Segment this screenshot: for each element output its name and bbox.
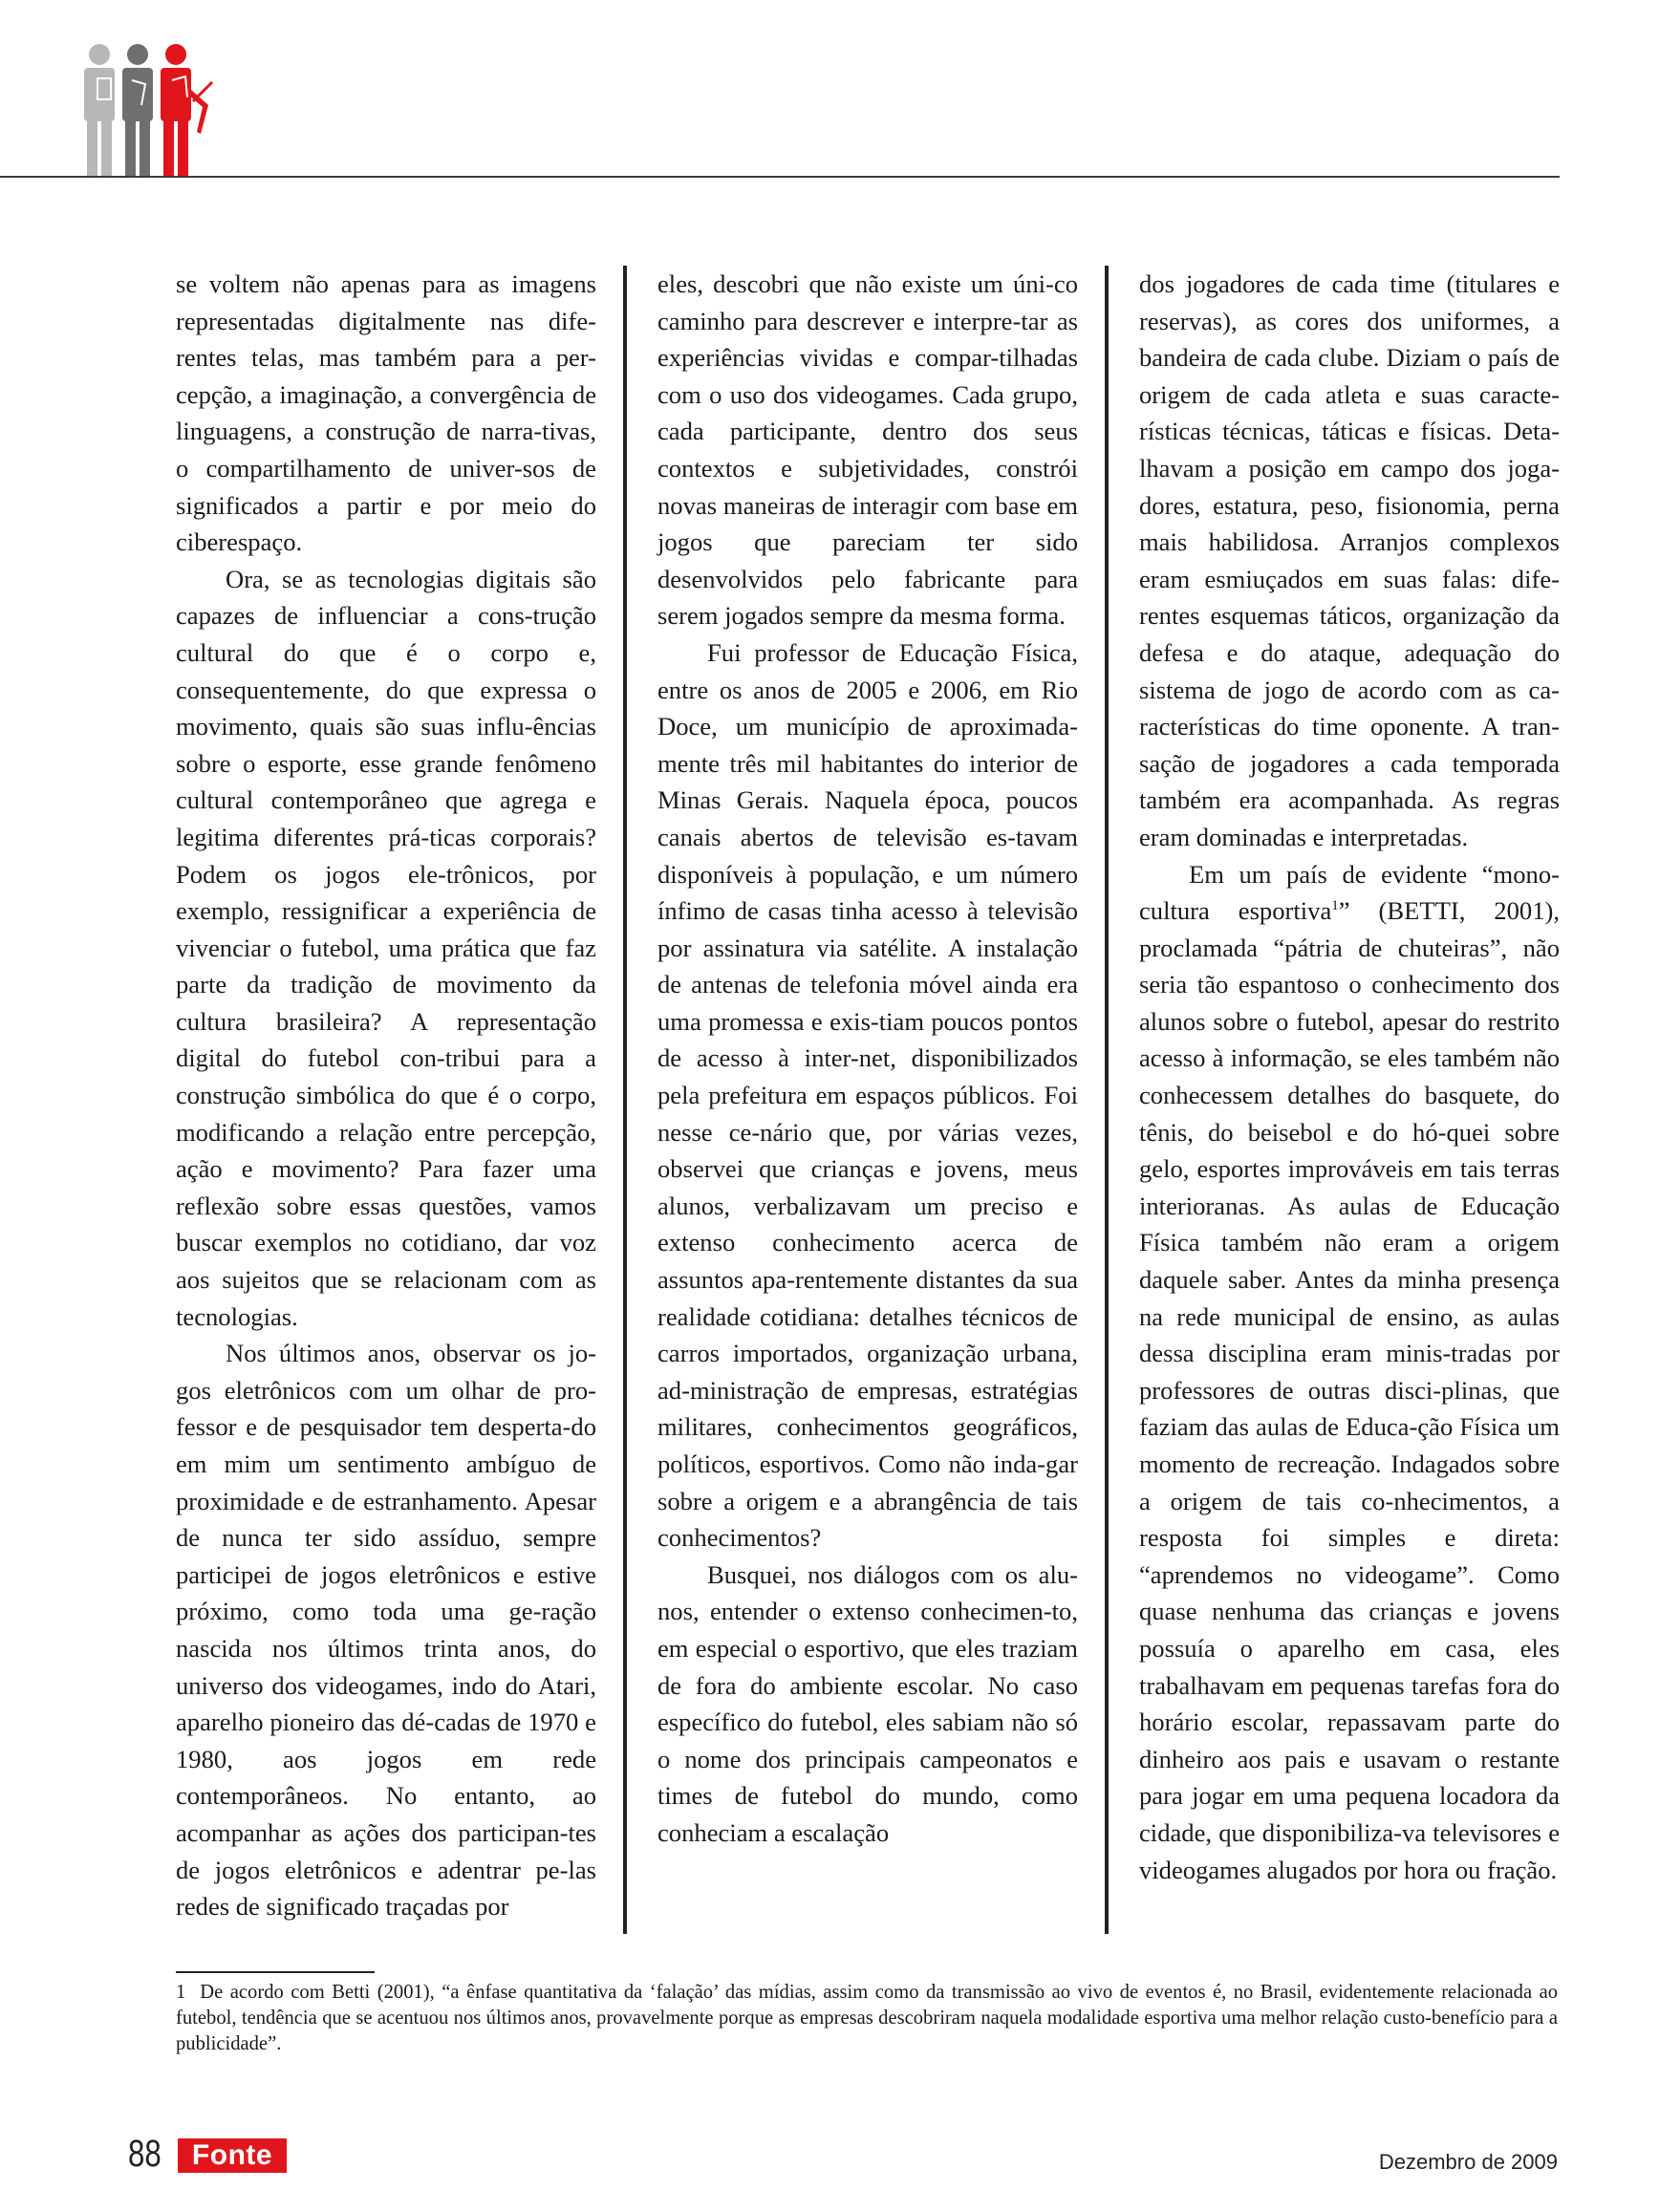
- footnote-text: De acordo com Betti (2001), “a ênfase quantitativa da ‘falação’ das mídias, assim como da transmissão ao vivo de eventos é, no Brasil, evidentemente relacionada ao futebol, tendência que se acentuou nos últimos anos, provavelmente porque as empresas descobriram naquela modalidade esportiva uma melhor relação custo-benefício para a publicidade”.: [176, 1982, 1559, 2054]
- footnote: [176, 1980, 1558, 2057]
- header-rule: [0, 176, 1560, 178]
- paragraph: [1139, 856, 1560, 1889]
- footnote-reference[interactable]: 1: [1331, 898, 1339, 914]
- paragraph: Ora, se as tecnologias digitais são capazes de influenciar a cons-trução cultural do que é o corpo e, consequentemente, do que expressa o movimento, quais são suas influ-ências sobre o esporte, esse grande fenômeno cultural contemporâneo que agrega e legitima diferentes prá-ticas corporais? Podem os jogos ele-trônicos, por exemplo, ressignificar a experiência de vivenciar o futebol, uma prática que faz parte da tradição de movimento da cultura brasileira? A representação digital do futebol con-tribui para a construção simbólica do que é o corpo, modificando a relação entre percepção, ação e movimento? Para fazer uma reflexão sobre essas questões, vamos buscar exemplos no cotidiano, dar voz aos sujeitos que se relacionam com as tecnologias.: [176, 564, 596, 1331]
- footnote-number: 1: [176, 1982, 186, 2003]
- paragraph: Fui professor de Educação Física, entre os anos de 2005 e 2006, em Rio Doce, um município de aproximada-mente três mil habitantes do interior de Minas Gerais. Naquela época, poucos canais abertos de televisão es-tavam disponíveis à população, e um número ínfimo de casas tinha acesso à televisão por assinatura via satélite. A instalação de antenas de telefonia móvel ainda era uma promessa e exis-tiam poucos pontos de acesso à inter-net, disponibilizados pela prefeitura em espaços públicos. Foi nesse ce-nário que, por várias vezes, observei que crianças e jovens, meus alunos, verbalizavam um preciso e extenso conhecimento acerca de assuntos apa-rentemente distantes da sua realidade cotidiana: detalhes técnicos de carros importados, organização urbana, ad-ministração de empresas, estratégias militares, conhecimentos geográficos, políticos, esportivos. Como não inda-gar sobre a origem e a abrangência de tais conhecimentos?: [657, 637, 1078, 1553]
- paragraph-rest: ” (BETTI, 2001), proclamada “pátria de chuteiras”, não seria tão espantoso o conhecimento dos alunos sobre o futebol, apesar do restrito acesso à informação, se eles também não conhecessem detalhes do basquete, do tênis, do beisebol e do hó-quei sobre gelo, esportes improváveis em tais terras interioranas. As aulas de Educação Física também não eram a origem daquele saber. Antes da minha presença na rede municipal de ensino, as aulas dessa disciplina eram minis-tradas por professores de outras disci-plinas, que faziam das aulas de Educa-ção Física um momento de recreação. Indagados sobre a origem de tais co-nhecimentos, a resposta foi simples e direta: “aprendemos no videogame”. Como quase nenhuma das crianças e jovens possuía o aparelho em casa, eles trabalhavam em pequenas tarefas fora do horário escolar, repassavam parte do dinheiro aos pais e usavam o restante para jogar em uma pequena locadora da cidade, que disponibiliza-va televisores e videogames alugados por hora ou fração.: [1139, 896, 1560, 1884]
- column-divider: [1105, 266, 1109, 1934]
- paragraph: se voltem não apenas para as imagens representadas digitalmente nas dife-rentes telas, mas também para a per-cepção, a imaginação, a convergência de linguagens, a construção de narra-tivas, o compartilhamento de univer-sos de significados a partir e por meio do ciberespaço.: [176, 269, 596, 557]
- text-column-1: [176, 266, 596, 1925]
- publication-logo: Fonte: [178, 2138, 287, 2173]
- paragraph: Nos últimos anos, observar os jo-gos eletrônicos com um olhar de pro-fessor e de pesquisador tem desperta-do em mim um sentimento ambíguo de proximidade e de estranhamento. Apesar de nunca ter sido assíduo, sempre participei de jogos eletrônicos e estive próximo, como toda uma ge-ração nascida nos últimos trinta anos, do universo dos videogames, indo do Atari, aparelho pioneiro das dé-cadas de 1970 e 1980, aos jogos em rede contemporâneos. No entanto, ao acompanhar as ações dos participan-tes de jogos eletrônicos e adentrar pe-las redes de significado traçadas por: [176, 1339, 596, 1922]
- three-people-icon: [78, 42, 222, 178]
- text-column-2: [657, 266, 1078, 1852]
- paragraph: dos jogadores de cada time (titulares e reservas), as cores dos uniformes, a bandeira de cada clube. Diziam o país de origem de cada atleta e suas caracte-rísticas técnicas, táticas e físicas. Deta-lhavam a posição em campo dos joga-dores, estatura, peso, fisionomia, perna mais habilidosa. Arranjos complexos eram esmiuçados em suas falas: dife-rentes esquemas táticos, organização da defesa e do ataque, adequação do sistema de jogo de acordo com as ca-racterísticas do time oponente. A tran-sação de jogadores a cada temporada também era acompanhada. As regras eram dominadas e interpretadas.: [1139, 269, 1560, 851]
- footnote-rule: [176, 1971, 375, 1973]
- page-number: 88: [128, 2133, 162, 2175]
- issue-date: Dezembro de 2009: [1378, 2150, 1558, 2174]
- paragraph-start: Em um país de evidente “mono-cultura esportiva: [1139, 859, 1560, 926]
- paragraph: Busquei, nos diálogos com os alu-nos, entender o extenso conhecimen-to, em especial o esportivo, que eles traziam de fora do ambiente escolar. No caso específico do futebol, eles sabiam não só o nome dos principais campeonatos e times de futebol do mundo, como conheciam a escalação: [657, 1559, 1078, 1847]
- text-column-3: [1139, 266, 1560, 1888]
- paragraph: eles, descobri que não existe um úni-co caminho para descrever e interpre-tar as experiências vividas e compar-tilhadas com o uso dos videogames. Cada grupo, cada participante, dentro dos seus contextos e subjetividades, constrói novas maneiras de interagir com base em jogos que pareciam ter sido desenvolvidos pelo fabricante para serem jogados sempre da mesma forma.: [657, 269, 1078, 631]
- column-divider: [623, 266, 627, 1934]
